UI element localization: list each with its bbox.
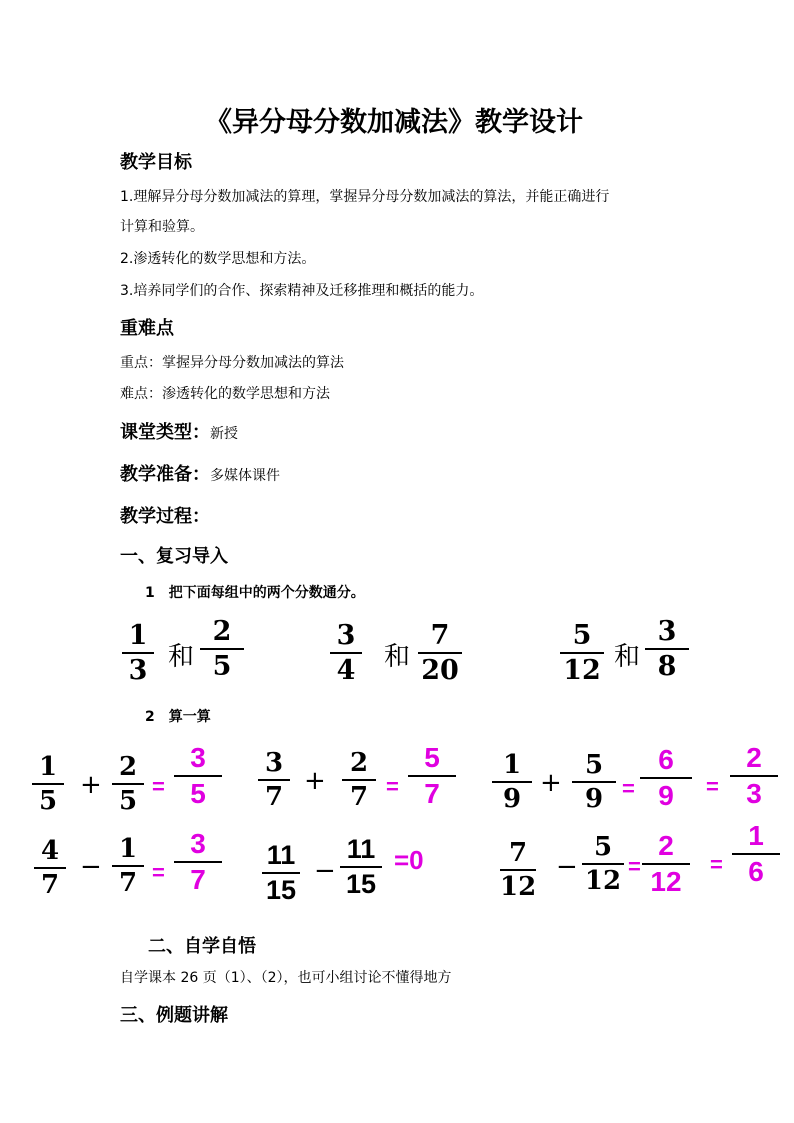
equals-sign: = [386,774,399,799]
process-label: 教学过程： [120,506,210,527]
fraction: 1 9 [492,752,532,812]
class-type-value: 新授 [210,426,238,442]
class-type-label: 课堂类型： [120,422,210,443]
fraction: 11 15 [340,836,382,898]
answer-fraction: 5 7 [408,744,456,808]
fraction: 3 7 [258,750,290,810]
answer-fraction: 2 12 [642,832,690,896]
goal-item: 3.培养同学们的合作、探索精神及迁移推理和概括的能力。 [120,283,484,299]
fraction: 5 9 [572,752,616,812]
difficulty-point: 难点：渗透转化的数学思想和方法 [120,386,330,402]
preparation-label: 教学准备： [120,464,210,485]
answer-fraction: 1 6 [732,822,780,886]
fraction: 4 7 [34,838,66,898]
exercise1-instruction: 1 把下面每组中的两个分数通分。 [145,585,365,601]
answer-fraction: 6 9 [640,746,692,810]
fraction: 1 3 [122,622,154,684]
fraction: 3 8 [645,618,689,680]
fraction: 5 12 [582,834,624,894]
answer-fraction: 2 3 [730,744,778,808]
fraction: 1 7 [112,836,144,896]
key-points-heading: 重难点 [120,318,174,339]
minus-sign: − [80,852,102,882]
equals-sign: = [706,774,719,799]
fraction: 7 20 [418,622,462,684]
goal-item: 1.理解异分母分数加减法的算理，掌握异分母分数加减法的算法，并能正确进行 [120,189,610,205]
fraction: 2 7 [342,750,376,810]
preparation-value: 多媒体课件 [210,468,280,484]
and-label: 和 [168,642,195,672]
key-point: 重点：掌握异分母分数加减法的算法 [120,355,344,371]
fraction: 2 5 [200,618,244,680]
section3-heading: 三、例题讲解 [120,1005,228,1026]
class-type [120,418,238,444]
and-label: 和 [614,642,641,672]
minus-sign: − [314,856,336,886]
minus-sign: − [556,852,578,882]
answer-zero: =0 [394,845,424,875]
equals-sign: = [152,860,165,885]
plus-sign: + [540,768,562,798]
section1-heading: 一、复习导入 [120,546,228,567]
equals-sign: = [622,776,635,801]
section2-heading: 二、自学自悟 [148,936,256,957]
section2-text: 自学课本 26 页（1）、（2），也可小组讨论不懂得地方 [120,970,452,986]
page-title: 《异分母分数加减法》教学设计 [205,107,583,138]
equals-sign: = [710,852,723,877]
goals-heading: 教学目标 [120,152,192,173]
fraction: 11 15 [262,842,300,904]
fraction: 7 12 [500,838,537,902]
goal-item: 2.渗透转化的数学思想和方法。 [120,251,316,267]
equals-sign: = [152,774,165,799]
answer-fraction: 3 5 [174,744,222,808]
fraction: 1 5 [32,754,64,814]
plus-sign: + [304,766,326,796]
fraction: 2 5 [112,754,144,814]
answer-fraction: 3 7 [174,830,222,894]
fraction: 5 12 [560,622,604,684]
exercise2-instruction: 2 算一算 [145,709,211,725]
equals-sign: = [628,854,641,879]
preparation [120,460,280,486]
goal-item: 计算和验算。 [120,219,204,235]
plus-sign: + [80,770,102,800]
fraction: 3 4 [330,622,362,684]
and-label: 和 [384,642,411,672]
